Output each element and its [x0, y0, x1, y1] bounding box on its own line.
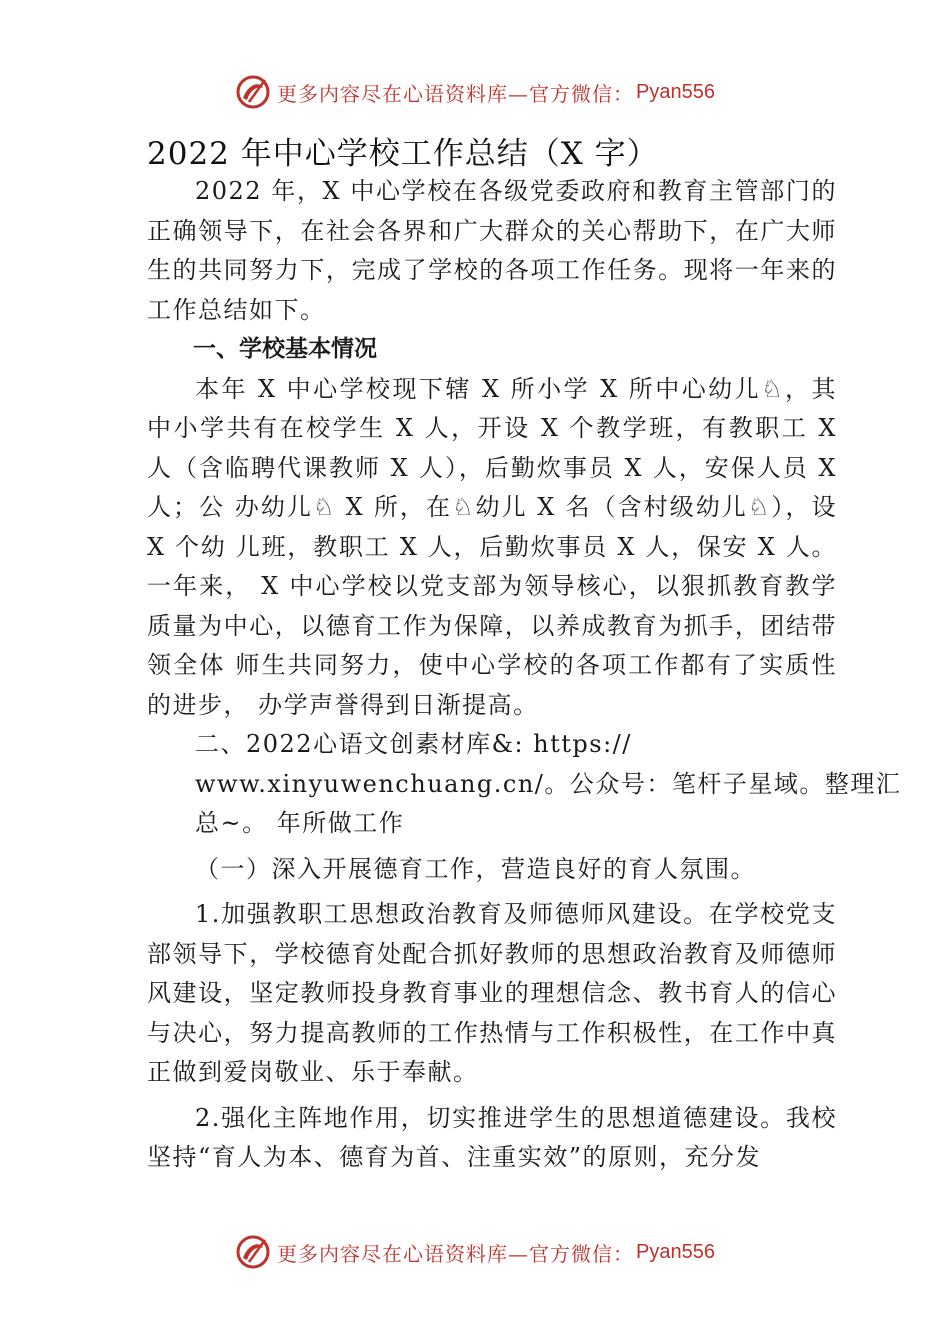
subsection-1-heading: （一）深入开展德育工作，营造良好的育人氛围。: [195, 854, 756, 883]
section-1-paragraph: 本年 X 中心学校现下辖 X 所小学 X 所中心幼儿♘，其中小学共有在校学生 X 人，开设 X 个教学班，有教职工 X 人（含临聘代课教师 X 人），后勤炊事员 X 人，安保人员 X 人；公 办幼儿♘ X 所，在♘幼儿 X 名（含村级幼儿♘），设 X 个幼 儿班，教职工 X 人，后勤炊事员 X 人，保安 X 人。一年来， X 中心学校以党支部为领导核心，以狠抓教育教学质量为中心，以德育工作为保障，以养成教育为抓手，团结带领全体 师生共同努力，使中心学校的各项工作都有了实质性的进步， 办学声誉得到日渐提高。: [147, 374, 837, 719]
section-2-heading: [147, 725, 902, 844]
item-2-paragraph: 2.强化主阵地作用，切实推进学生的思想道德建设。我校坚持“育人为本、德育为首、注重实效”的原则，充分发: [147, 1103, 837, 1171]
header-banner: [0, 72, 950, 112]
intro-paragraph: 2022 年，X 中心学校在各级党委政府和教育主管部门的正确领导下，在社会各界和广大群众的关心帮助下，在广大师生的共同努力下，完成了学校的各项工作任务。现将一年来的工作总结如下。: [147, 177, 837, 324]
banner-text: 更多内容尽在心语资料库—官方微信：: [277, 81, 635, 106]
item-1-paragraph: 1.加强教职工思想政治教育及师德师风建设。在学校党支部领导下，学校德育处配合抓好教师的思想政治教育及师德师风建设，坚定教师投身教育事业的理想信念、教书育人的信心与决心，努力提高教师的工作热情与工作积极性，在工作中真正做到爱岗敬业、乐于奉献。: [147, 900, 837, 1086]
section-2-line-1: 二、2022心语文创素材库&: https://: [195, 730, 632, 758]
banner-logo-icon: [235, 1234, 271, 1270]
banner-logo-icon: [235, 74, 271, 110]
banner-wechat-id: Pyan556: [636, 1240, 715, 1263]
section-1-heading: 一、学校基本情况: [193, 336, 377, 362]
banner-text: 更多内容尽在心语资料库—官方微信：: [277, 1241, 635, 1266]
footer-banner: [0, 1232, 950, 1272]
section-2-line-3: 总~。 年所做工作: [195, 809, 405, 837]
document-title: 2022 年中心学校工作总结（X 字）: [147, 136, 659, 172]
banner-wechat-id: Pyan556: [636, 80, 715, 103]
section-2-line-2: www.xinyuwenchuang.cn/。公众号：笔杆子星域。整理汇: [195, 769, 902, 798]
document-body: [147, 172, 902, 1178]
